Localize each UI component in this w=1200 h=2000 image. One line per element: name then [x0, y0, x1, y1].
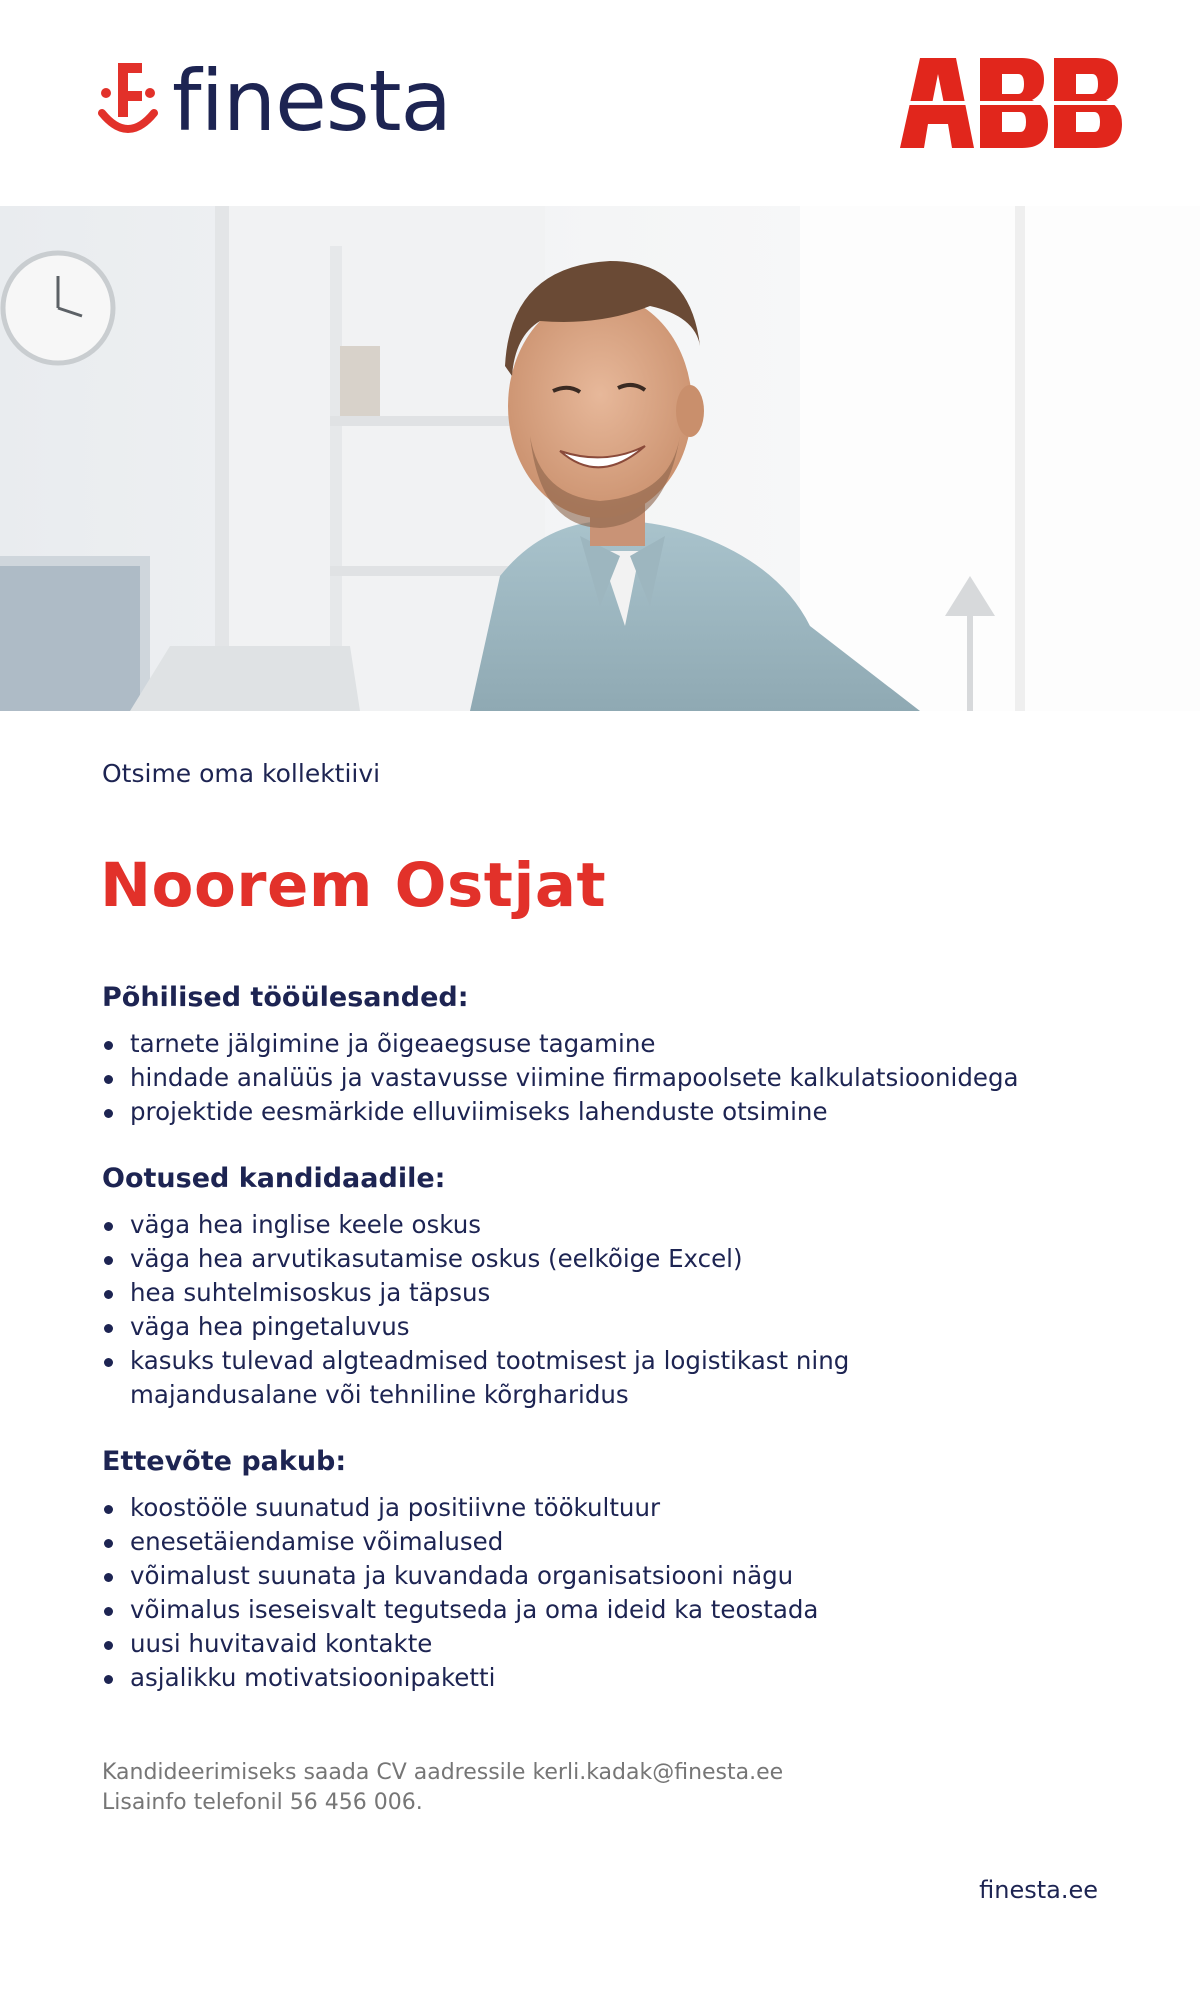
section-main-tasks — [102, 982, 1102, 1129]
finesta-logo — [98, 52, 452, 150]
hero-photo — [0, 206, 1200, 711]
list-item: võimalus iseseisvalt tegutseda ja oma ideid ka teostada — [102, 1593, 1102, 1627]
list-item: hindade analüüs ja vastavusse viimine firmapoolsete kalkulatsioonidega — [102, 1061, 1102, 1095]
list-item: võimalust suunata ja kuvandada organisatsiooni nägu — [102, 1559, 1102, 1593]
list-item: väga hea pingetaluvus — [102, 1310, 1102, 1344]
list-item: projektide eesmärkide elluviimiseks lahenduste otsimine — [102, 1095, 1102, 1129]
job-title: Noorem Ostjat — [100, 850, 607, 921]
list-item: tarnete jälgimine ja õigeaegsuse tagamine — [102, 1027, 1102, 1061]
section-company-offers — [102, 1446, 1102, 1695]
contact-email-line[interactable]: Kandideerimiseks saada CV aadressile kerli.kadak@finesta.ee — [102, 1760, 784, 1785]
list-item: hea suhtelmisoskus ja täpsus — [102, 1276, 1102, 1310]
section-expectations — [102, 1163, 1102, 1412]
abb-logo — [898, 58, 1124, 148]
finesta-wordmark: finesta — [172, 52, 452, 150]
website-link[interactable]: finesta.ee — [979, 1876, 1098, 1904]
bullet-list — [102, 1027, 1102, 1129]
section-heading: Ettevõte pakub: — [102, 1446, 347, 1477]
bullet-list — [102, 1208, 1102, 1412]
bullet-list — [102, 1491, 1102, 1695]
section-heading: Põhilised tööülesanded: — [102, 982, 469, 1013]
list-item: väga hea arvutikasutamise oskus (eelkõige Excel) — [102, 1242, 1102, 1276]
contact-info — [102, 1758, 783, 1818]
smiling-man-photo-icon — [0, 206, 1200, 711]
list-item: enesetäiendamise võimalused — [102, 1525, 1102, 1559]
list-item: väga hea inglise keele oskus — [102, 1208, 1102, 1242]
contact-phone-line[interactable]: Lisainfo telefonil 56 456 006. — [102, 1790, 423, 1815]
list-item: kasuks tulevad algteadmised tootmisest ja logistikast ning majandusalane või tehniline kõrgharidus — [102, 1344, 910, 1412]
intro-text: Otsime oma kollektiivi — [102, 759, 381, 788]
list-item: asjalikku motivatsioonipaketti — [102, 1661, 1102, 1695]
finesta-mark-icon — [98, 61, 158, 145]
list-item: koostööle suunatud ja positiivne töökultuur — [102, 1491, 1102, 1525]
section-heading: Ootused kandidaadile: — [102, 1163, 446, 1194]
list-item: uusi huvitavaid kontakte — [102, 1627, 1102, 1661]
